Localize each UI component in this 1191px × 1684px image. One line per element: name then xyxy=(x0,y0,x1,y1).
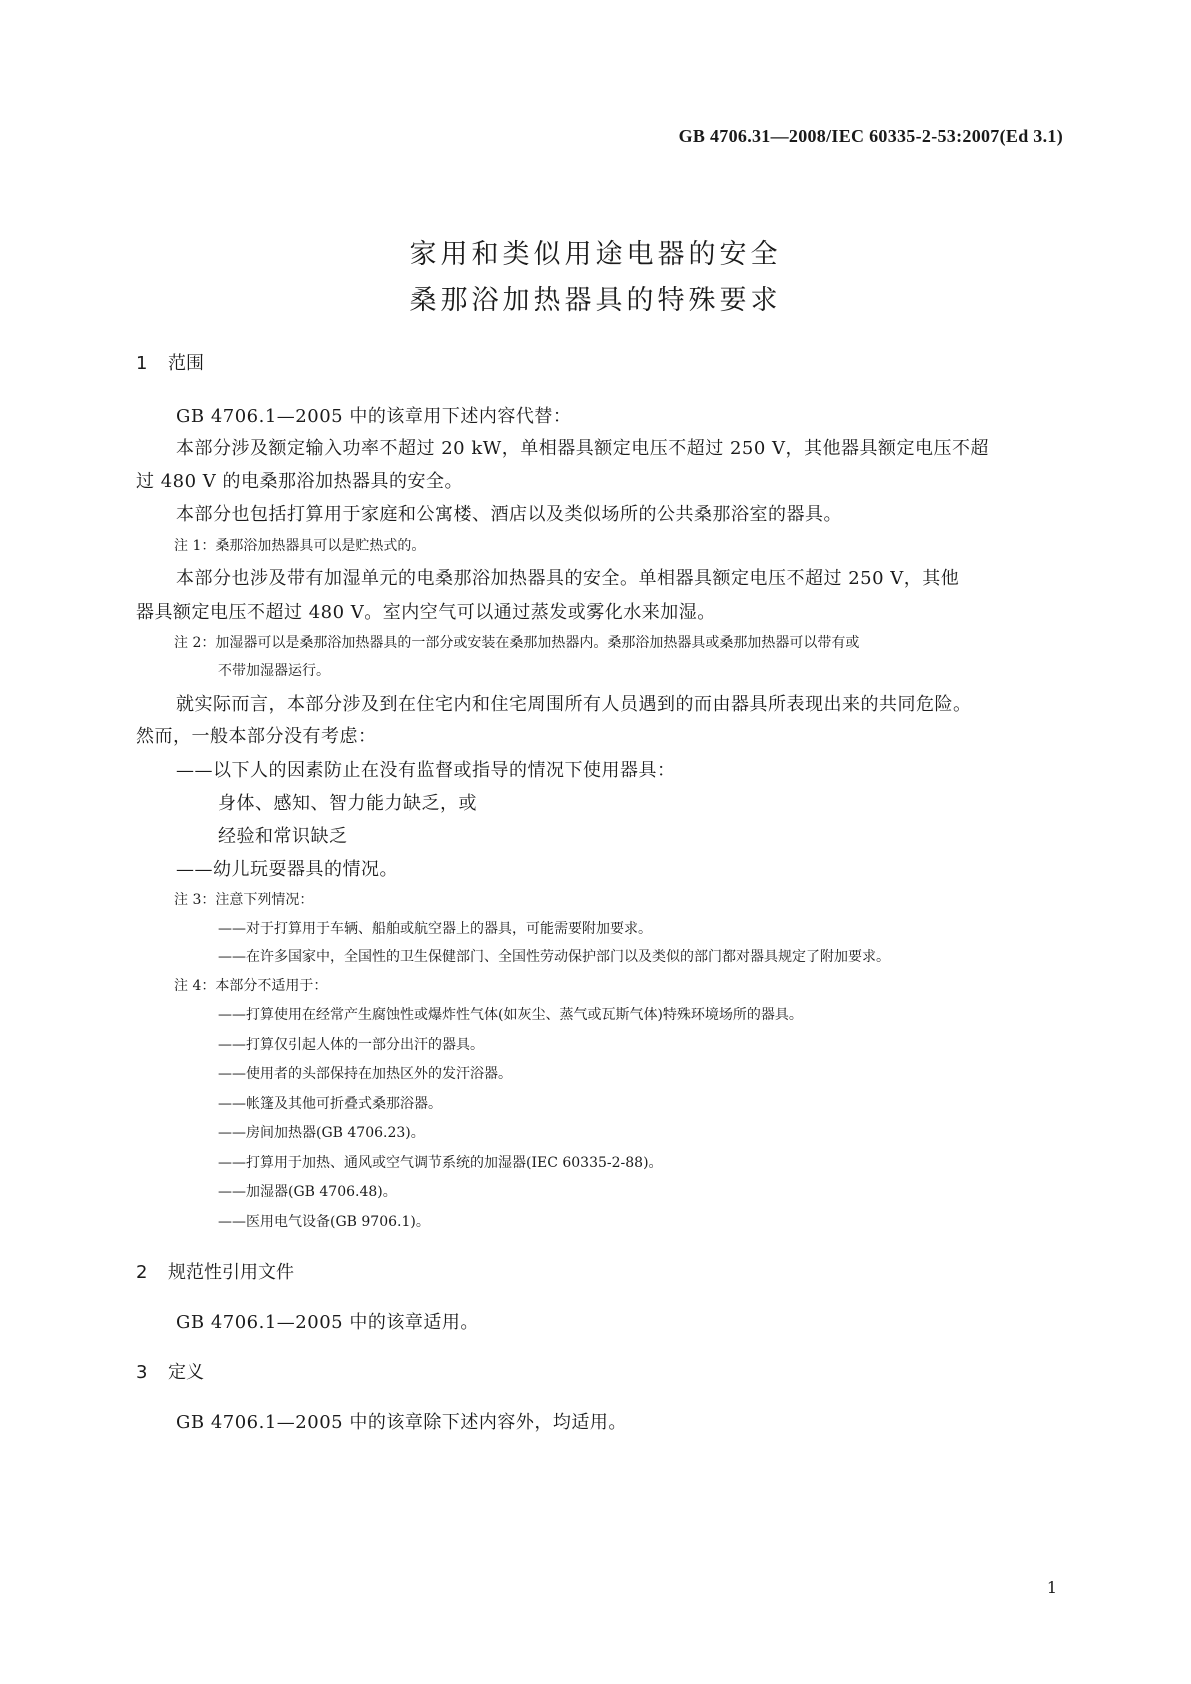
section-1-paragraph-4-line-1: 本部分也涉及带有加湿单元的电桑那浴加热器具的安全。单相器具额定电压不超过 250 V，其他 xyxy=(176,568,960,589)
document-standard-code: GB 4706.31—2008/IEC 60335-2-53:2007(Ed 3.1) xyxy=(678,126,1063,146)
section-1-paragraph-1: GB 4706.1—2005 中的该章用下述内容代替： xyxy=(176,406,572,427)
note-3-item: ——对于打算用于车辆、船舶或航空器上的器具，可能需要附加要求。 xyxy=(218,921,652,937)
section-3-paragraph-1: GB 4706.1—2005 中的该章除下述内容外，均适用。 xyxy=(176,1412,627,1433)
section-1-paragraph-3: 本部分也包括打算用于家庭和公寓楼、酒店以及类似场所的公共桑那浴室的器具。 xyxy=(176,504,842,525)
note-4-item: ——帐篷及其他可折叠式桑那浴器。 xyxy=(218,1096,442,1112)
note-4-item: ——打算用于加热、通风或空气调节系统的加湿器(IEC 60335-2-88)。 xyxy=(218,1155,663,1171)
section-3-heading xyxy=(136,1358,204,1384)
list-subitem-1: 身体、感知、智力能力缺乏，或 xyxy=(218,793,477,814)
section-1-paragraph-2-line-1: 本部分涉及额定输入功率不超过 20 kW，单相器具额定电压不超过 250 V，其他器具额定电压不超 xyxy=(176,438,990,459)
note-4-item: ——医用电气设备(GB 9706.1)。 xyxy=(218,1214,430,1230)
note-1: 注 1：桑那浴加热器具可以是贮热式的。 xyxy=(174,538,426,554)
note-4-title: 注 4：本部分不适用于： xyxy=(174,978,328,994)
section-1-paragraph-4-line-2: 器具额定电压不超过 480 V。室内空气可以通过蒸发或雾化水来加湿。 xyxy=(136,602,716,623)
note-4-item: ——加湿器(GB 4706.48)。 xyxy=(218,1184,397,1200)
list-item-dash-1: ——以下人的因素防止在没有监督或指导的情况下使用器具： xyxy=(176,760,676,781)
note-2-line-2: 不带加湿器运行。 xyxy=(218,663,330,679)
list-item-dash-2: ——幼儿玩耍器具的情况。 xyxy=(176,859,398,880)
section-number: 2 xyxy=(136,1262,148,1283)
section-1-paragraph-5-line-2: 然而，一般本部分没有考虑： xyxy=(136,726,377,747)
note-4-item: ——打算仅引起人体的一部分出汗的器具。 xyxy=(218,1037,484,1053)
section-title: 规范性引用文件 xyxy=(168,1262,294,1283)
section-title: 范围 xyxy=(168,353,204,374)
section-1-paragraph-2-line-2: 过 480 V 的电桑那浴加热器具的安全。 xyxy=(136,471,464,492)
document-title-line2: 桑那浴加热器具的特殊要求 xyxy=(409,285,782,316)
section-1-heading xyxy=(136,349,204,375)
note-4-item: ——房间加热器(GB 4706.23)。 xyxy=(218,1125,425,1141)
note-3-item: ——在许多国家中，全国性的卫生保健部门、全国性劳动保护部门以及类似的部门都对器具规定了附加要求。 xyxy=(218,949,890,965)
section-2-heading xyxy=(136,1258,294,1284)
section-2-paragraph-1: GB 4706.1—2005 中的该章适用。 xyxy=(176,1312,479,1333)
section-1-paragraph-5-line-1: 就实际而言，本部分涉及到在住宅内和住宅周围所有人员遇到的而由器具所表现出来的共同危险。 xyxy=(176,694,972,715)
note-2-line-1: 注 2：加湿器可以是桑那浴加热器具的一部分或安装在桑那加热器内。桑那浴加热器具或桑那加热器可以带有或 xyxy=(174,635,860,651)
list-subitem-2: 经验和常识缺乏 xyxy=(218,826,348,847)
section-title: 定义 xyxy=(168,1362,204,1383)
document-title-line1: 家用和类似用途电器的安全 xyxy=(409,239,782,270)
page-number: 1 xyxy=(1046,1578,1057,1597)
note-4-item: ——使用者的头部保持在加热区外的发汗浴器。 xyxy=(218,1066,512,1082)
note-3-title: 注 3：注意下列情况： xyxy=(174,892,314,908)
section-number: 3 xyxy=(136,1362,148,1383)
note-4-item: ——打算使用在经常产生腐蚀性或爆炸性气体(如灰尘、蒸气或瓦斯气体)特殊环境场所的器具。 xyxy=(218,1007,803,1023)
section-number: 1 xyxy=(136,353,148,374)
